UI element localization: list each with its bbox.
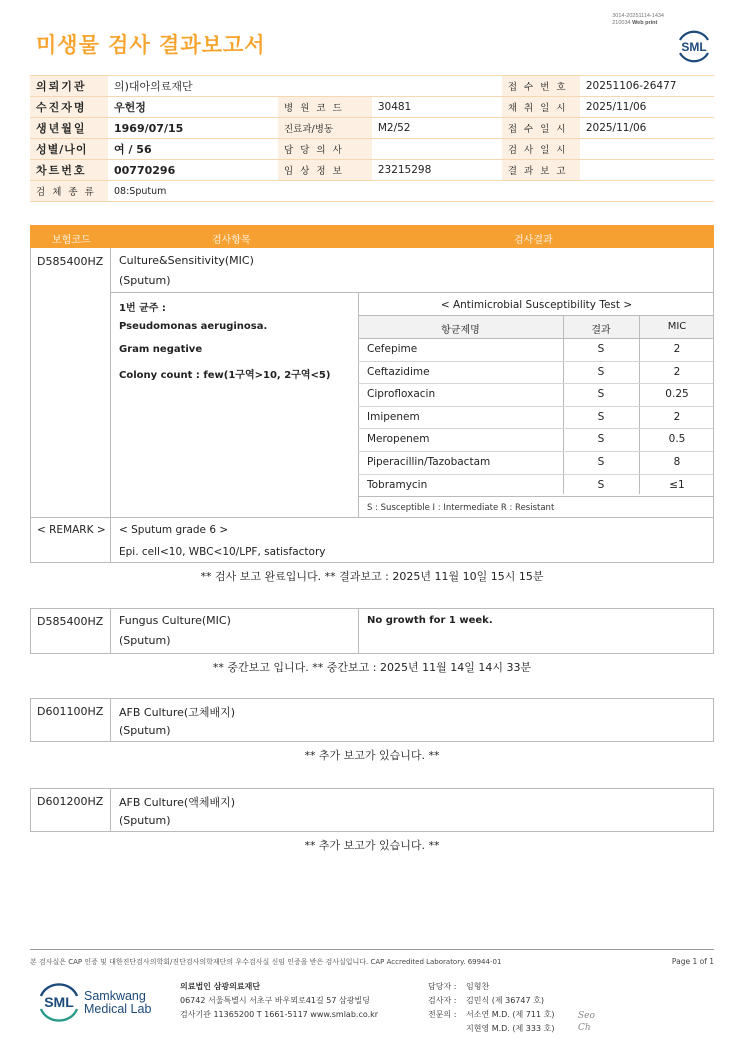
sml-logo-icon [674,26,714,66]
test2-result: No growth for 1 week. [367,615,493,626]
value-specimen: 08:Sputum [108,181,714,202]
page-title: 미생물 검사 결과보고서 [36,33,266,57]
ast-drug-name: Cefepime [367,343,418,355]
test4-specimen: (Sputum) [119,814,171,827]
test1-report-note: ** 검사 보고 완료입니다. ** 결과보고 : 2025년 11월 10일 15시 15분 [200,570,544,583]
ast-mic: 2 [673,365,681,378]
ast-result: S [597,388,605,401]
test3-block [30,698,714,742]
value-empty [372,76,502,97]
ast-drug-name: Imipenem [367,410,420,423]
test2-code: D585400HZ [37,615,104,628]
patient-row [30,76,714,97]
ast-result: S [597,343,605,355]
ast-result: S [597,365,605,378]
label-accession-no: 접 수 번 호 [502,76,580,97]
test1-name: Culture&Sensitivity(MIC) [119,254,254,267]
staff-row: 담당자 : 임형찬 [428,982,490,991]
ast-header-result: 결과 [591,325,611,336]
print-id-line1: 3014-20251114-1434 [612,13,664,19]
test2-specimen: (Sputum) [119,634,171,647]
value-sex-age: 여 / 56 [108,139,278,160]
patient-info-table [30,75,714,202]
label-requesting-institution: 의뢰기관 [30,76,108,97]
results-header [30,225,714,248]
ast-header-mic: MIC [667,321,687,332]
test1-specimen: (Sputum) [119,274,171,287]
test2-block [30,608,714,654]
ast-result: S [597,410,605,423]
patient-row [30,97,714,118]
label-report-date: 결 과 보 고 [502,160,580,181]
label-birth-date: 생년월일 [30,118,108,139]
value-physician [372,139,502,160]
ast-drug-name: Ceftazidime [367,365,430,378]
test4-block [30,788,714,832]
ast-title: < Antimicrobial Susceptibility Test > [440,299,633,311]
test1-block [30,248,714,563]
value-patient-name: 우헌정 [108,97,278,118]
test3-report-note: ** 추가 보고가 있습니다. ** [304,749,440,762]
label-chart-no: 차트번호 [30,160,108,181]
value-received-date: 2025/11/06 [580,118,714,139]
patient-row [30,181,714,202]
footer-divider [30,949,714,950]
header-result: 검사결과 [514,235,553,246]
ast-result: S [597,433,605,446]
ast-drug-name: Ciprofloxacin [367,388,436,401]
label-test-date: 검 사 일 시 [502,139,580,160]
test4-code: D601200HZ [37,795,104,808]
ast-result: S [597,478,605,491]
header-item: 검사항목 [212,235,251,246]
label-hospital-code: 병 원 코 드 [278,97,372,118]
label-sex-age: 성별/나이 [30,139,108,160]
ast-mic: 0.5 [668,433,686,446]
test3-code: D601100HZ [37,705,104,718]
organization-info [180,980,378,1022]
ast-result: S [597,456,605,468]
value-accession-no: 20251106-26477 [580,76,714,97]
value-test-date [580,139,714,160]
organism-gram: Gram negative [119,344,203,355]
label-empty [278,76,372,97]
label-specimen: 검 체 종 류 [30,181,108,202]
page-number: Page 1 of 1 [671,957,714,966]
svg-text:SML: SML [681,40,707,54]
svg-text:SML: SML [44,994,74,1010]
ast-drug-name: Meropenem [367,433,430,446]
label-department: 진료과/병동 [278,118,372,139]
value-collection-date: 2025/11/06 [580,97,714,118]
staff-row: 지현영 M.D. (제 333 호) [466,1024,555,1033]
test2-name: Fungus Culture(MIC) [119,614,231,627]
label-patient-name: 수진자명 [30,97,108,118]
org-address: 06742 서울특별시 서초구 바우뫼로41길 57 삼광빌딩 [180,996,370,1005]
cap-accreditation: 본 검사실은 CAP 인증 및 대한진단검사의학회/진단검사의학재단의 우수검사실 신임 인증을 받은 검사실입니다. CAP Accredited Laboratory. 69944-01 [30,958,502,966]
ast-header-drug: 항균제명 [441,325,480,336]
remark-label: < REMARK > [37,524,106,536]
print-id-line2: 210034 Web print [612,20,658,26]
ast-drug-name: Tobramycin [367,478,428,491]
samkwang-logo-icon [36,982,82,1022]
ast-mic: 8 [673,456,681,468]
label-clinical-info: 임 상 정 보 [278,160,372,181]
header-code: 보험코드 [52,235,91,246]
ast-mic: 2 [673,410,681,423]
value-report-date [580,160,714,181]
staff-info [428,980,554,1036]
ast-mic: 2 [673,343,681,355]
remark-sputum-grade: < Sputum grade 6 > [119,524,229,536]
patient-row [30,160,714,181]
label-received-date: 접 수 일 시 [502,118,580,139]
patient-row [30,139,714,160]
lab-name-line1: Samkwang [84,989,146,1003]
test4-report-note: ** 추가 보고가 있습니다. ** [304,839,440,852]
value-department: M2/52 [372,118,502,139]
remark-detail: Epi. cell<10, WBC<10/LPF, satisfactory [119,546,326,558]
ast-mic: ≤1 [669,478,685,491]
organism-name: Pseudomonas aeruginosa. [119,321,268,332]
lab-name [84,990,151,1016]
value-clinical-info: 23215298 [372,160,502,181]
org-name: 의료법인 삼광의료재단 [180,982,261,991]
organism-number: 1번 균주 : [119,303,166,314]
staff-row: 전문의 : 서소연 M.D. (제 711 호) [428,1010,555,1019]
test3-specimen: (Sputum) [119,724,171,737]
signature: Seo Ch [578,1011,595,1033]
value-hospital-code: 30481 [372,97,502,118]
label-collection-date: 채 취 일 시 [502,97,580,118]
ast-mic: 0.25 [665,388,689,401]
test1-code: D585400HZ [37,255,104,268]
lab-name-line2: Medical Lab [84,1002,152,1016]
value-requesting-institution: 의)대아의료재단 [108,76,278,97]
staff-row: 검사자 : 김민식 (제 36747 호) [428,996,544,1005]
test4-name: AFB Culture(액체배지) [119,796,236,809]
patient-row [30,118,714,139]
test3-name: AFB Culture(고체배지) [119,706,236,719]
print-id [612,13,664,27]
test2-report-note: ** 중간보고 입니다. ** 중간보고 : 2025년 11월 14일 14시 33분 [212,661,532,674]
value-birth-date: 1969/07/15 [108,118,278,139]
org-contact: 검사기관 11365200 T 1661-5117 www.smlab.co.kr [180,1010,379,1019]
value-chart-no: 00770296 [108,160,278,181]
ast-legend: S : Susceptible I : Intermediate R : Resistant [367,503,555,513]
organism-colony-count: Colony count : few(1구역>10, 2구역<5) [119,370,331,381]
ast-drug-name: Piperacillin/Tazobactam [367,456,491,468]
label-physician: 담 당 의 사 [278,139,372,160]
